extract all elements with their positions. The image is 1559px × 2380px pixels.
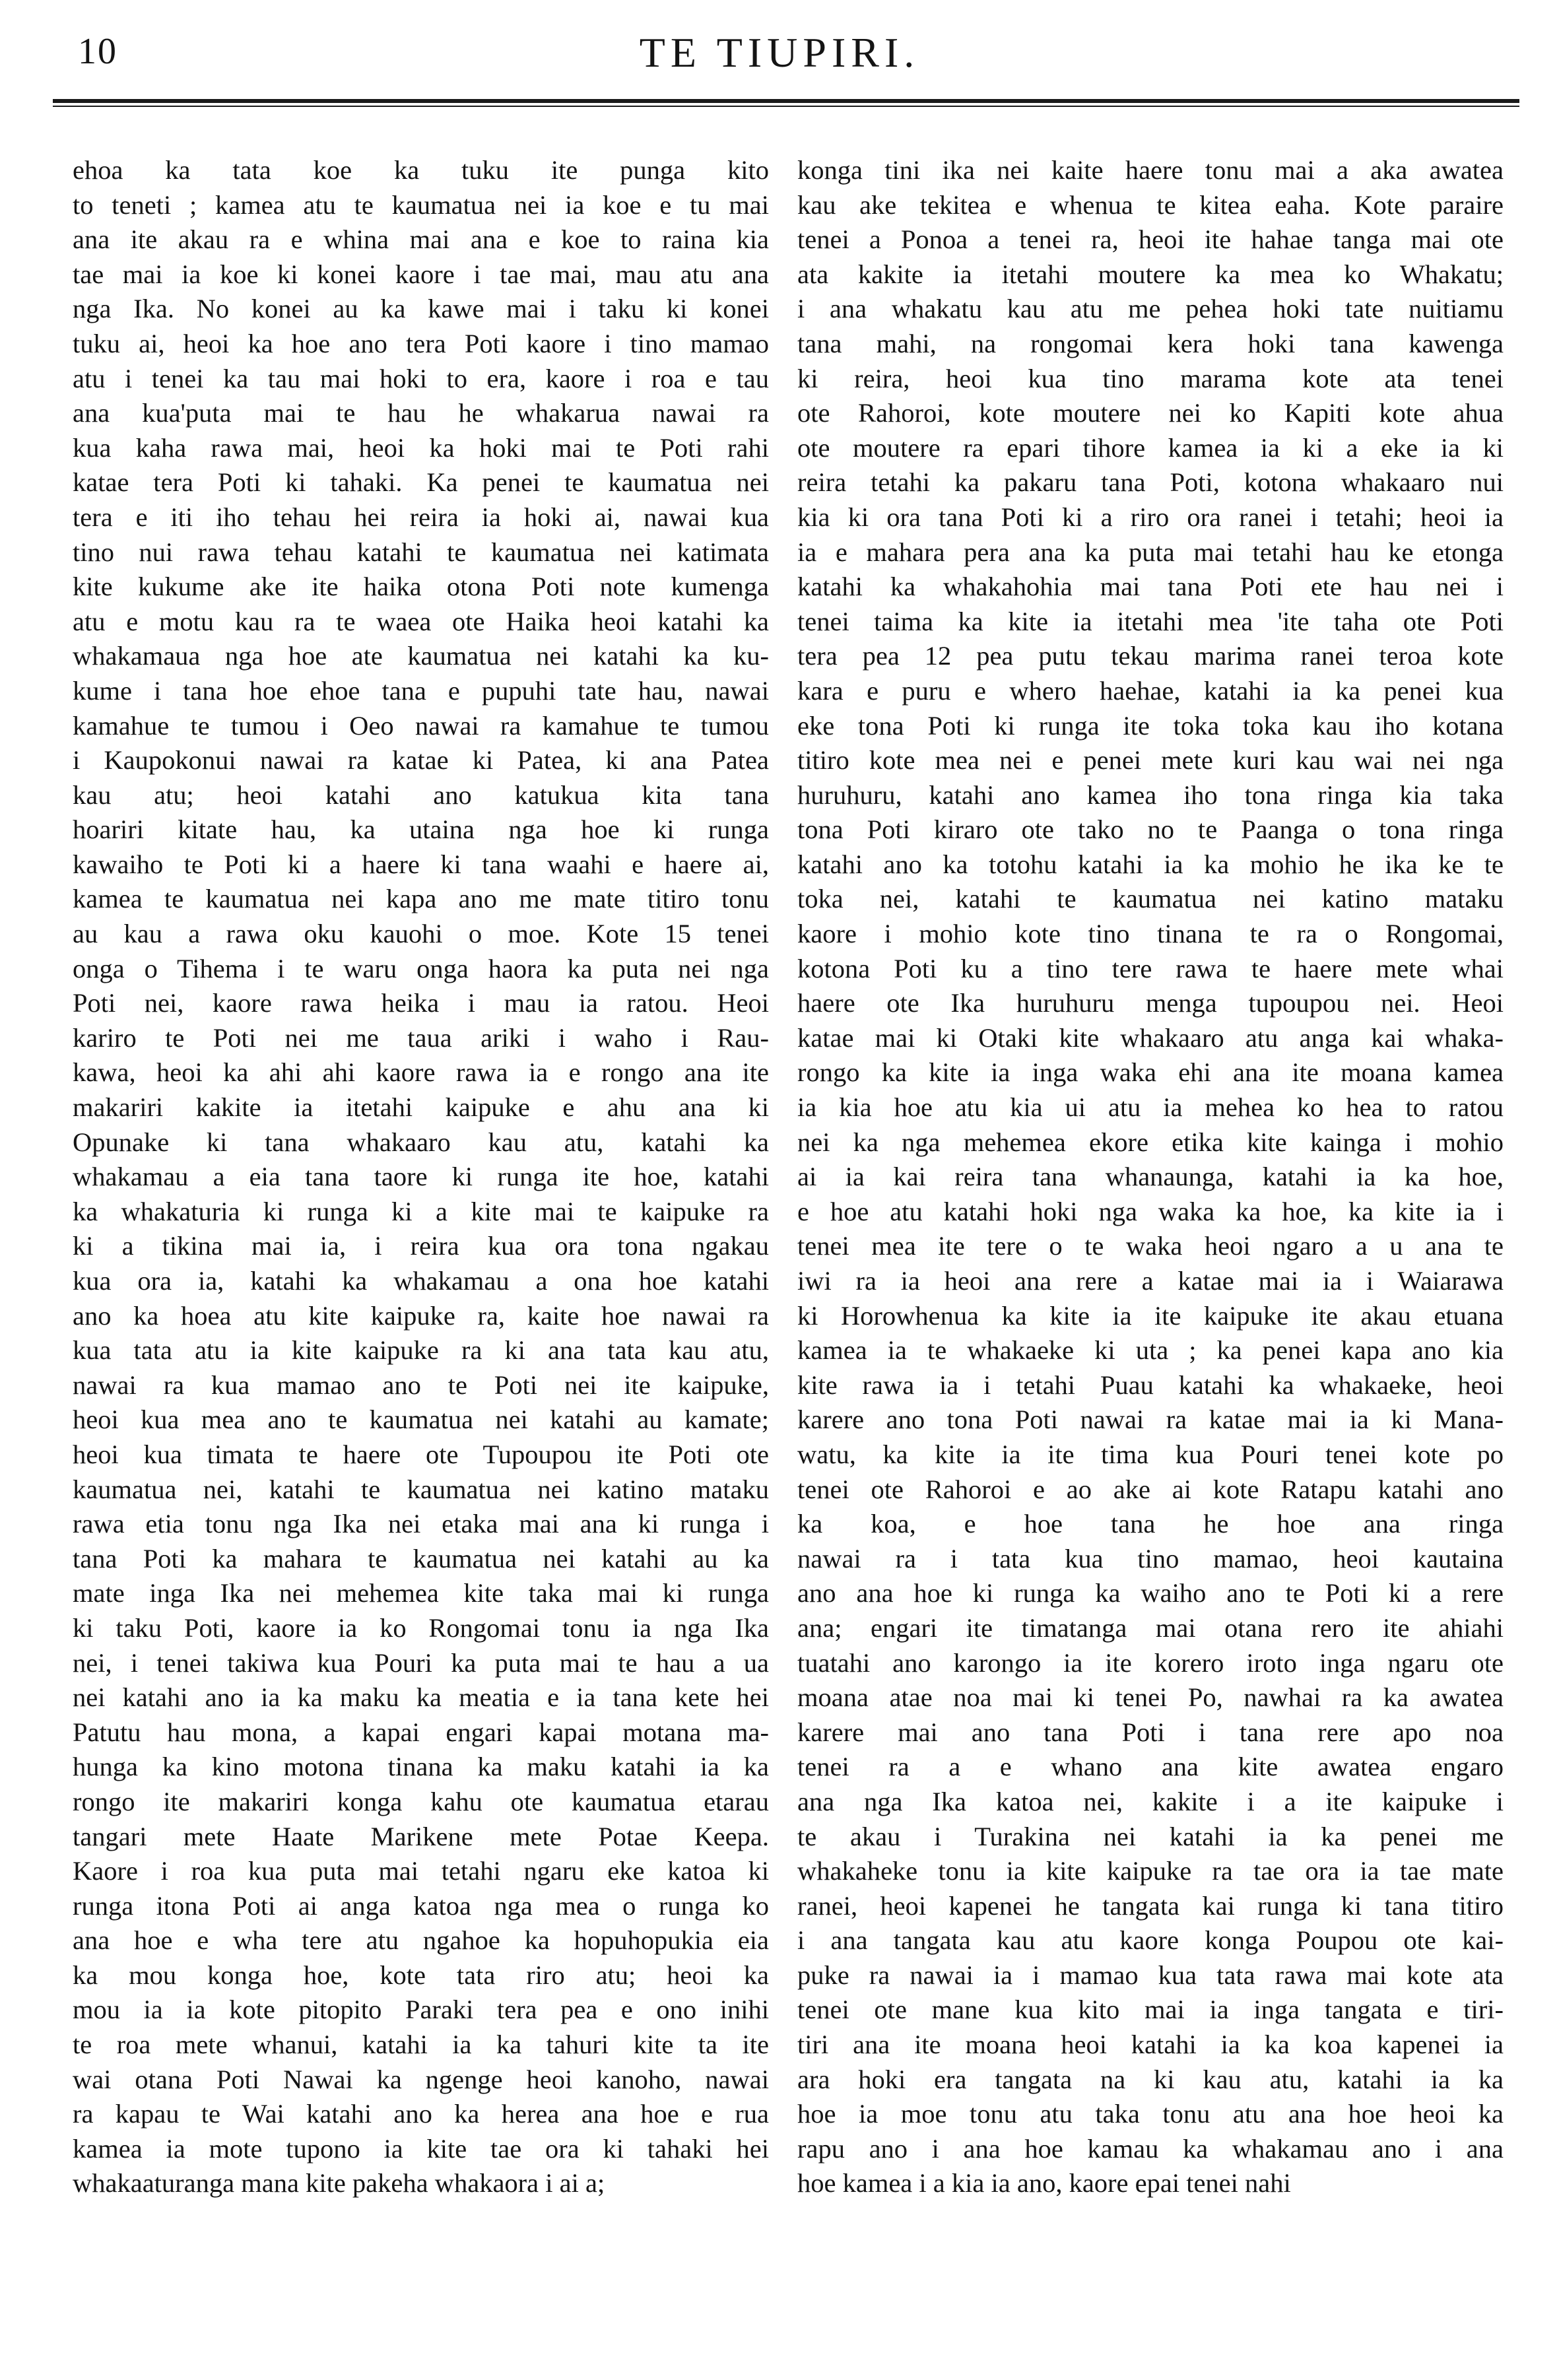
text-line: rongo ka kite ia inga waka ehi ana ite moana kamea (797, 1057, 1504, 1088)
text-line: kume i tana hoe ehoe tana e pupuhi tate hau, nawai (73, 675, 769, 706)
text-line: mou ia ia kote pitopito Paraki tera pea e ono inihi (73, 1995, 769, 2025)
text-line: haere ote Ika huruhuru menga tupoupou nei. Heoi (797, 988, 1504, 1018)
text-line: kua ora ia, katahi ka whakamau a ona hoe katahi (73, 1266, 769, 1296)
text-line: hoariri kitate hau, ka utaina nga hoe ki runga (73, 814, 769, 845)
text-line: tangari mete Haate Marikene mete Potae Keepa. (73, 1821, 769, 1851)
text-line: tana mahi, na rongomai kera hoki tana kawenga (797, 328, 1504, 358)
text-line: kawaiho te Poti ki a haere ki tana waahi e haere ai, (73, 849, 769, 879)
text-line: tenei mea ite tere o te waka heoi ngaro a u ana te (797, 1231, 1504, 1261)
text-line: nawai ra kua mamao ano te Poti nei ite kaipuke, (73, 1370, 769, 1400)
text-line: tenei ra a e whano ana kite awatea engaro (797, 1752, 1504, 1782)
text-line: nawai ra i tata kua tino mamao, heoi kautaina (797, 1543, 1504, 1573)
text-line: te roa mete whanui, katahi ia ka tahuri kite ta ite (73, 2030, 769, 2060)
text-line: ano ka hoea atu kite kaipuke ra, kaite hoe nawai ra (73, 1300, 769, 1331)
text-line: rongo ite makariri konga kahu ote kaumatua etarau (73, 1786, 769, 1816)
text-line: tenei a Ponoa a tenei ra, heoi ite hahae tanga mai ote (797, 224, 1504, 255)
text-line: titiro kote mea nei e penei mete kuri kau wai nei nga (797, 745, 1504, 776)
text-line: heoi kua timata te haere ote Tupoupou ite Poti ote (73, 1439, 769, 1469)
text-line: ki a tikina mai ia, i reira kua ora tona ngakau (73, 1231, 769, 1261)
text-line: kau atu; heoi katahi ano katukua kita tana (73, 779, 769, 810)
text-line: ia e mahara pera ana ka puta mai tetahi hau ke etonga (797, 537, 1504, 567)
text-line: tana Poti ka mahara te kaumatua nei katahi au ka (73, 1543, 769, 1573)
text-line: tenei taima ka kite ia itetahi mea 'ite taha ote Poti (797, 606, 1504, 636)
text-line: katae mai ki Otaki kite whakaaro atu anga kai whaka- (797, 1022, 1504, 1053)
text-line: ka mou konga hoe, kote tata riro atu; heoi ka (73, 1960, 769, 1990)
text-line: ra kapau te Wai katahi ano ka herea ana hoe e rua (73, 2099, 769, 2129)
text-line: nei ka nga mehemea ekore etika kite kainga i mohio (797, 1127, 1504, 1157)
text-line: tera e iti iho tehau hei reira ia hoki ai, nawai kua (73, 502, 769, 532)
text-line: hoe ia moe tonu atu taka tonu atu ana hoe heoi ka (797, 2099, 1504, 2129)
text-line: whakamau a eia tana taore ki runga ite hoe, katahi (73, 1162, 769, 1192)
text-line: atu e motu kau ra te waea ote Haika heoi katahi ka (73, 606, 769, 636)
text-line: ote Rahoroi, kote moutere nei ko Kapiti kote ahua (797, 398, 1504, 428)
text-line: hoe kamea i a kia ia ano, kaore epai tenei nahi (797, 2168, 1291, 2198)
text-line: kamahue te tumou i Oeo nawai ra kamahue te tumou (73, 710, 769, 741)
text-line: karere mai ano tana Poti i tana rere apo noa (797, 1717, 1504, 1747)
text-line: ai ia kai reira tana whanaunga, katahi ia ka hoe, (797, 1162, 1504, 1192)
text-line: kara e puru e whero haehae, katahi ia ka penei kua (797, 675, 1504, 706)
text-line: i ana tangata kau atu kaore konga Poupou ote kai- (797, 1925, 1504, 1956)
text-line: tenei ote Rahoroi e ao ake ai kote Ratapu katahi ano (797, 1474, 1504, 1504)
text-line: au kau a rawa oku kauohi o moe. Kote 15 tenei (73, 919, 769, 949)
text-line: karere ano tona Poti nawai ra katae mai ia ki Mana- (797, 1405, 1504, 1435)
text-line: moana atae noa mai ki tenei Po, nawhai ra ka awatea (797, 1682, 1504, 1713)
page-title: TE TIUPIRI. (639, 29, 920, 76)
text-line: kua tata atu ia kite kaipuke ra ki ana tata kau atu, (73, 1335, 769, 1366)
text-line: ka koa, e hoe tana he hoe ana ringa (797, 1509, 1504, 1539)
text-line: rapu ano i ana hoe kamau ka whakamau ano i ana (797, 2133, 1504, 2164)
text-line: kamea ia mote tupono ia kite tae ora ki tahaki hei (73, 2133, 769, 2164)
text-line: ka whakaturia ki runga ki a kite mai te kaipuke ra (73, 1196, 769, 1226)
text-line: tae mai ia koe ki konei kaore i tae mai, mau atu ana (73, 259, 769, 289)
text-line: kamea ia te whakaeke ki uta ; ka penei kapa ano kia (797, 1335, 1504, 1366)
text-line: heoi kua mea ano te kaumatua nei katahi au kamate; (73, 1405, 769, 1435)
text-line: ki taku Poti, kaore ia ko Rongomai tonu ia nga Ika (73, 1612, 769, 1643)
text-line: tuku ai, heoi ka hoe ano tera Poti kaore i tino mamao (73, 328, 769, 358)
text-line: ata kakite ia itetahi moutere ka mea ko Whakatu; (797, 259, 1504, 289)
text-line: ara hoki era tangata na ki kau atu, katahi ia ka (797, 2064, 1504, 2094)
text-line: konga tini ika nei kaite haere tonu mai a aka awatea (797, 155, 1504, 185)
text-line: kite rawa ia i tetahi Puau katahi ka whakaeke, heoi (797, 1370, 1504, 1400)
text-line: whakamaua nga hoe ate kaumatua nei katahi ka ku- (73, 641, 769, 671)
text-line: nga Ika. No konei au ka kawe mai i taku ki konei (73, 294, 769, 324)
right-column (797, 153, 1504, 2201)
text-line: toka nei, katahi te kaumatua nei katino mataku (797, 884, 1504, 914)
text-line: kia ki ora tana Poti ki a riro ora ranei i tetahi; heoi ia (797, 502, 1504, 532)
header-rule-thick (53, 99, 1519, 103)
text-line: nei, i tenei takiwa kua Pouri ka puta mai te hau a ua (73, 1647, 769, 1678)
text-line: kamea te kaumatua nei kapa ano me mate titiro tonu (73, 884, 769, 914)
text-line: katahi ka whakahohia mai tana Poti ete hau nei i (797, 572, 1504, 602)
text-line: wai otana Poti Nawai ka ngenge heoi kanoho, nawai (73, 2064, 769, 2094)
text-line: reira tetahi ka pakaru tana Poti, kotona whakaaro nui (797, 467, 1504, 498)
text-line: kaumatua nei, katahi te kaumatua nei katino mataku (73, 1474, 769, 1504)
text-line: ana kua'puta mai te hau he whakarua nawai ra (73, 398, 769, 428)
text-line: ki Horowhenua ka kite ia ite kaipuke ite akau etuana (797, 1300, 1504, 1331)
text-line: kotona Poti ku a tino tere rawa te haere mete whai (797, 953, 1504, 983)
text-line: whakaheke tonu ia kite kaipuke ra tae ora ia tae mate (797, 1856, 1504, 1886)
left-column (73, 153, 769, 2201)
text-line: katahi ano ka totohu katahi ia ka mohio he ika ke te (797, 849, 1504, 879)
text-line: makariri kakite ia itetahi kaipuke e ahu ana ki (73, 1092, 769, 1123)
text-line: atu i tenei ka tau mai hoki to era, kaore i roa e tau (73, 363, 769, 393)
text-line: tenei ote mane kua kito mai ia inga tangata e tiri- (797, 1995, 1504, 2025)
text-line: i Kaupokonui nawai ra katae ki Patea, ki ana Patea (73, 745, 769, 776)
text-line: ano ana hoe ki runga ka waiho ano te Poti ki a rere (797, 1578, 1504, 1608)
text-line: te akau i Turakina nei katahi ia ka penei me (797, 1821, 1504, 1851)
text-line: huruhuru, katahi ano kamea iho tona ringa kia taka (797, 779, 1504, 810)
text-line: nei katahi ano ia ka maku ka meatia e ia tana kete hei (73, 1682, 769, 1713)
text-line: tino nui rawa tehau katahi te kaumatua nei katimata (73, 537, 769, 567)
page-header (0, 26, 1559, 86)
text-line: puke ra nawai ia i mamao kua tata rawa mai kote ata (797, 1960, 1504, 1990)
text-line: kite kukume ake ite haika otona Poti note kumenga (73, 572, 769, 602)
text-line: watu, ka kite ia ite tima kua Pouri tenei kote po (797, 1439, 1504, 1469)
text-line: ana nga Ika katoa nei, kakite i a ite kaipuke i (797, 1786, 1504, 1816)
text-line: tera pea 12 pea putu tekau marima ranei teroa kote (797, 641, 1504, 671)
text-line: kua kaha rawa mai, heoi ka hoki mai te Poti rahi (73, 432, 769, 463)
text-line: rawa etia tonu nga Ika nei etaka mai ana ki runga i (73, 1509, 769, 1539)
text-line: mate inga Ika nei mehemea kite taka mai ki runga (73, 1578, 769, 1608)
text-line: e hoe atu katahi hoki nga waka ka hoe, ka kite ia i (797, 1196, 1504, 1226)
text-line: iwi ra ia heoi ana rere a katae mai ia i Waiarawa (797, 1266, 1504, 1296)
text-line: Kaore i roa kua puta mai tetahi ngaru eke katoa ki (73, 1856, 769, 1886)
text-line: whakaaturanga mana kite pakeha whakaora i ai a; (73, 2168, 605, 2198)
page-number: 10 (78, 31, 117, 72)
text-line: ia kia hoe atu kia ui atu ia mehea ko hea to ratou (797, 1092, 1504, 1123)
text-line: ana ite akau ra e whina mai ana e koe to raina kia (73, 224, 769, 255)
text-line: kariro te Poti nei me taua ariki i waho i Rau- (73, 1022, 769, 1053)
text-line: kau ake tekitea e whenua te kitea eaha. Kote paraire (797, 189, 1504, 220)
text-line: kaore i mohio kote tino tinana te ra o Rongomai, (797, 919, 1504, 949)
text-line: hunga ka kino motona tinana ka maku katahi ia ka (73, 1752, 769, 1782)
text-line: ki reira, heoi kua tino marama kote ata tenei (797, 363, 1504, 393)
header-rule (53, 99, 1519, 111)
text-line: onga o Tihema i te waru onga haora ka puta nei nga (73, 953, 769, 983)
text-line: ehoa ka tata koe ka tuku ite punga kito (73, 155, 769, 185)
text-line: Poti nei, kaore rawa heika i mau ia ratou. Heoi (73, 988, 769, 1018)
text-line: i ana whakatu kau atu me pehea hoki tate nuitiamu (797, 294, 1504, 324)
text-line: katae tera Poti ki tahaki. Ka penei te kaumatua nei (73, 467, 769, 498)
text-line: tona Poti kiraro ote tako no te Paanga o tona ringa (797, 814, 1504, 845)
text-line: ote moutere ra epari tihore kamea ia ki a eke ia ki (797, 432, 1504, 463)
text-line: to teneti ; kamea atu te kaumatua nei ia koe e tu mai (73, 189, 769, 220)
text-line: tuatahi ano karongo ia ite korero iroto inga ngaru ote (797, 1647, 1504, 1678)
text-line: ana; engari ite timatanga mai otana rero ite ahiahi (797, 1612, 1504, 1643)
text-line: Patutu hau mona, a kapai engari kapai motana ma- (73, 1717, 769, 1747)
text-line: kawa, heoi ka ahi ahi kaore rawa ia e rongo ana ite (73, 1057, 769, 1088)
text-line: Opunake ki tana whakaaro kau atu, katahi ka (73, 1127, 769, 1157)
text-line: eke tona Poti ki runga ite toka toka kau iho kotana (797, 710, 1504, 741)
text-line: runga itona Poti ai anga katoa nga mea o runga ko (73, 1890, 769, 1921)
text-line: ranei, heoi kapenei he tangata kai runga ki tana titiro (797, 1890, 1504, 1921)
text-line: tiri ana ite moana heoi katahi ia ka koa kapenei ia (797, 2030, 1504, 2060)
text-line: ana hoe e wha tere atu ngahoe ka hopuhopukia eia (73, 1925, 769, 1956)
header-rule-thin (53, 106, 1519, 107)
